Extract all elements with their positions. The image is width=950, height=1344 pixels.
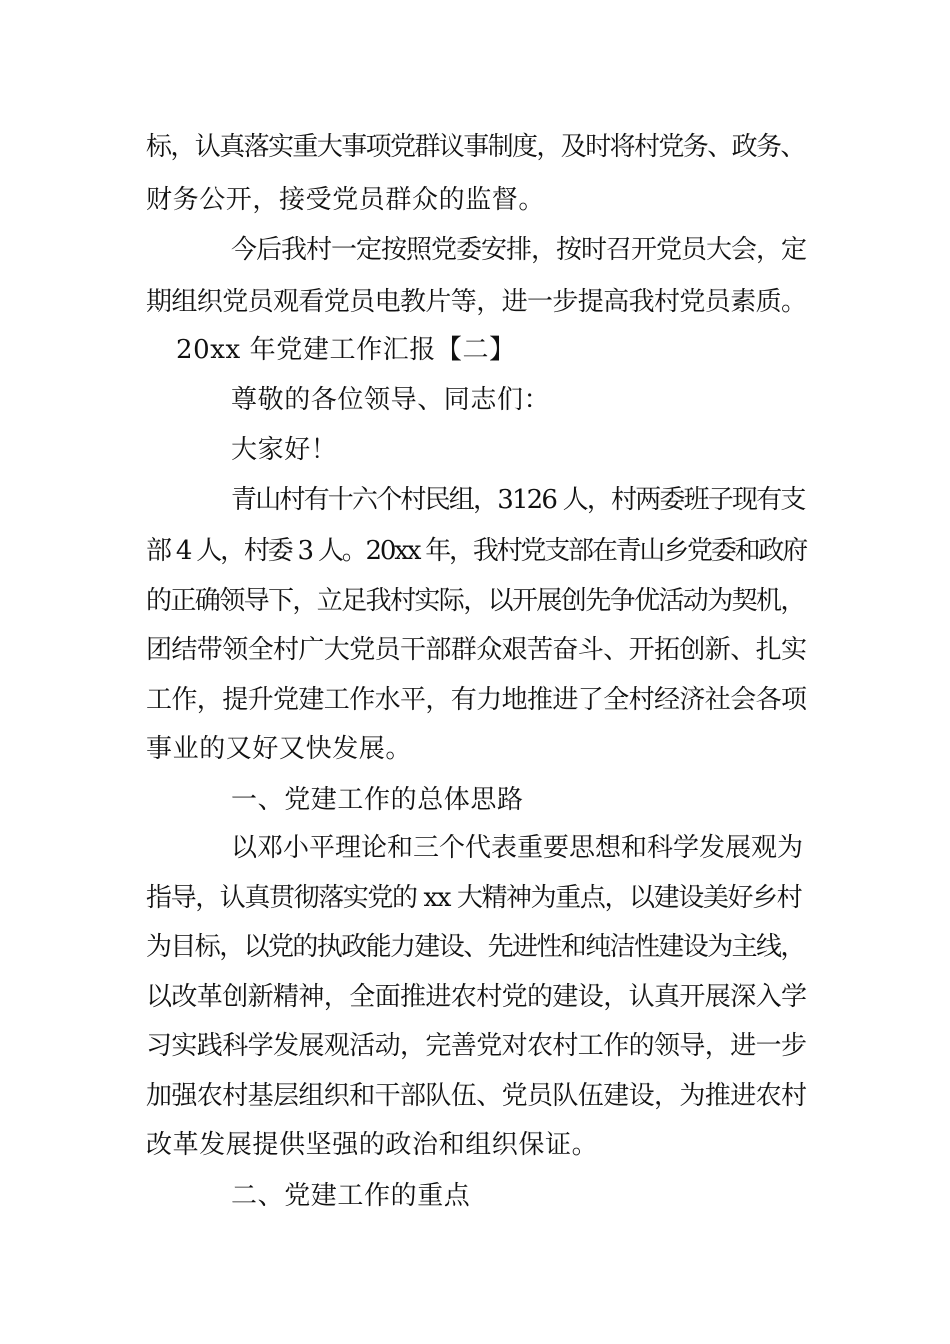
- paragraph-line: 标，认真落实重大事项党群议事制度，及时将村党务、政务、: [146, 132, 805, 162]
- paragraph-line: 的正确领导下，立足我村实际，以开展创先争优活动为契机，: [146, 586, 805, 616]
- paragraph-line: 团结带领全村广大党员干部群众艰苦奋斗、开拓创新、扎实: [146, 635, 807, 665]
- paragraph-line: 指导，认真贯彻落实党的 xx 大精神为重点，以建设美好乡村: [146, 883, 802, 913]
- paragraph-line: 加强农村基层组织和干部队伍、党员队伍建设，为推进农村: [146, 1081, 807, 1111]
- paragraph-line: 为目标，以党的执政能力建设、先进性和纯洁性建设为主线，: [146, 932, 805, 962]
- paragraph-line: 以邓小平理论和三个代表重要思想和科学发展观为: [231, 833, 804, 863]
- section-heading: 一、党建工作的总体思路: [231, 785, 524, 815]
- paragraph-line: 事业的又好又快发展。: [146, 734, 413, 764]
- paragraph-line: 习实践科学发展观活动，完善党对农村工作的领导，进一步: [146, 1031, 807, 1061]
- paragraph-line: 青山村有十六个村民组，3126 人，村两委班子现有支: [231, 485, 805, 515]
- paragraph-line: 工作，提升党建工作水平，有力地推进了全村经济社会各项: [146, 685, 807, 715]
- paragraph-line: 今后我村一定按照党委安排，按时召开党员大会，定: [231, 235, 807, 265]
- salutation: 尊敬的各位领导、同志们：: [231, 385, 551, 415]
- paragraph-line: 以改革创新精神，全面推进农村党的建设，认真开展深入学: [146, 982, 807, 1012]
- section-heading: 二、党建工作的重点: [231, 1181, 471, 1211]
- paragraph-line: 改革发展提供坚强的政治和组织保证。: [146, 1130, 599, 1160]
- paragraph-line: 财务公开，接受党员群众的监督。: [146, 185, 546, 215]
- paragraph-line: 部 4 人，村委 3 人。20xx 年，我村党支部在青山乡党委和政府: [146, 536, 807, 566]
- greeting: 大家好！: [231, 435, 338, 465]
- section-title: 20xx 年党建工作汇报【二】: [176, 335, 516, 365]
- paragraph-line: 期组织党员观看党员电教片等，进一步提高我村党员素质。: [146, 287, 807, 317]
